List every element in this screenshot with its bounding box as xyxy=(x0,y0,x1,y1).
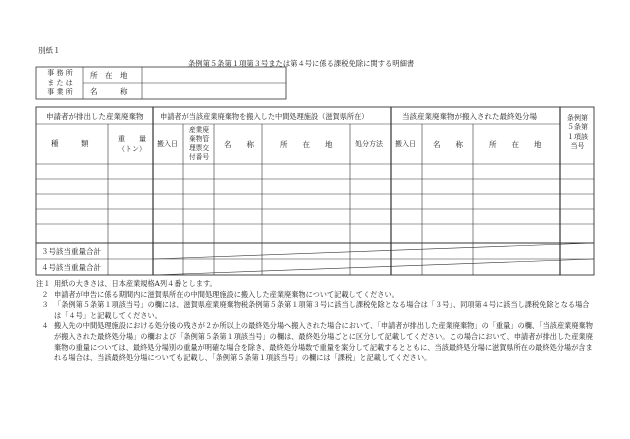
page-title: 条例第５条第１項第３号または第４号に係る課税免除に関する明細書 xyxy=(188,59,415,68)
operator-name-label: 名 称 xyxy=(90,87,128,96)
total-no3-label: ３号該当重量合計 xyxy=(41,247,101,256)
total-no4-label: ４号該当重量合計 xyxy=(41,263,101,272)
note-item: ３ 「条例第５条第１項該当号」の欄には、滋賀県産業廃棄物税条例第５条第１項第３号に該当し課税免除となる場合は「３号」、同項第４号に該当し課税免除となる場合は「４号」と記載してください。 xyxy=(41,300,590,320)
notes xyxy=(36,279,596,364)
column-weight: 重 量 （トン） xyxy=(118,135,146,153)
form-id: 別紙１ xyxy=(38,46,61,55)
note-item: ４ 搬入先の中間処理施設における処分後の残さが２か所以上の最終処分場へ搬入された場合において、「申請者が排出した産業廃棄物」の「重量」の欄、「当該産業廃棄物が搬入された最終処分場」の欄および「条例第５条第１項該当号」の欄は、最終処分場ごとに区分して記載してください。この場合において、申請者が排出した産業廃棄物の重量については、最終処分場別の重量が明確な場合を除き、最終処分場数で重量を案分して記載するとともに、当該最終処分場に滋賀県所在の最終処分場が含まれる場合は、当該最終処分場についても記載し、「条例第５条第１項該当号」の欄には「課税」と記載してください。 xyxy=(41,321,593,363)
column-final-date: 搬入日 xyxy=(395,140,416,148)
column-final-name: 名 称 xyxy=(433,140,463,149)
section-waste: 申請者が排出した産業廃棄物 xyxy=(46,112,144,121)
column-inter-date: 搬入日 xyxy=(157,140,178,148)
column-kind: 種 類 xyxy=(51,139,89,148)
note-item: ２ 申請者が申告に係る期間内に滋賀県所在の中間処理施設に搬入した産業廃棄物について記載してください。 xyxy=(41,289,399,299)
column-inter-address: 所 在 地 xyxy=(280,140,333,149)
operator-address-label: 所 在 地 xyxy=(90,71,128,80)
column-final-address: 所 在 地 xyxy=(489,140,542,149)
operator-label: 事 務 所 ま た は 事 業 所 xyxy=(47,69,73,97)
column-ordinance: 条例第 ５条第 １項該 当号 xyxy=(567,114,588,151)
column-inter-name: 名 称 xyxy=(224,140,254,149)
section-final: 当該産業廃棄物が搬入された最終処分場 xyxy=(402,112,537,121)
section-intermediate: 申請者が当該産業廃棄物を搬入した中間処理施設（滋賀県所在） xyxy=(160,112,369,121)
column-method: 処分方法 xyxy=(355,140,383,148)
column-waste-code: 産業廃 棄物管 理票交 付番号 xyxy=(188,126,210,161)
note-item: 注１ 用紙の大きさは、日本産業規格A列４番とします。 xyxy=(36,279,217,288)
